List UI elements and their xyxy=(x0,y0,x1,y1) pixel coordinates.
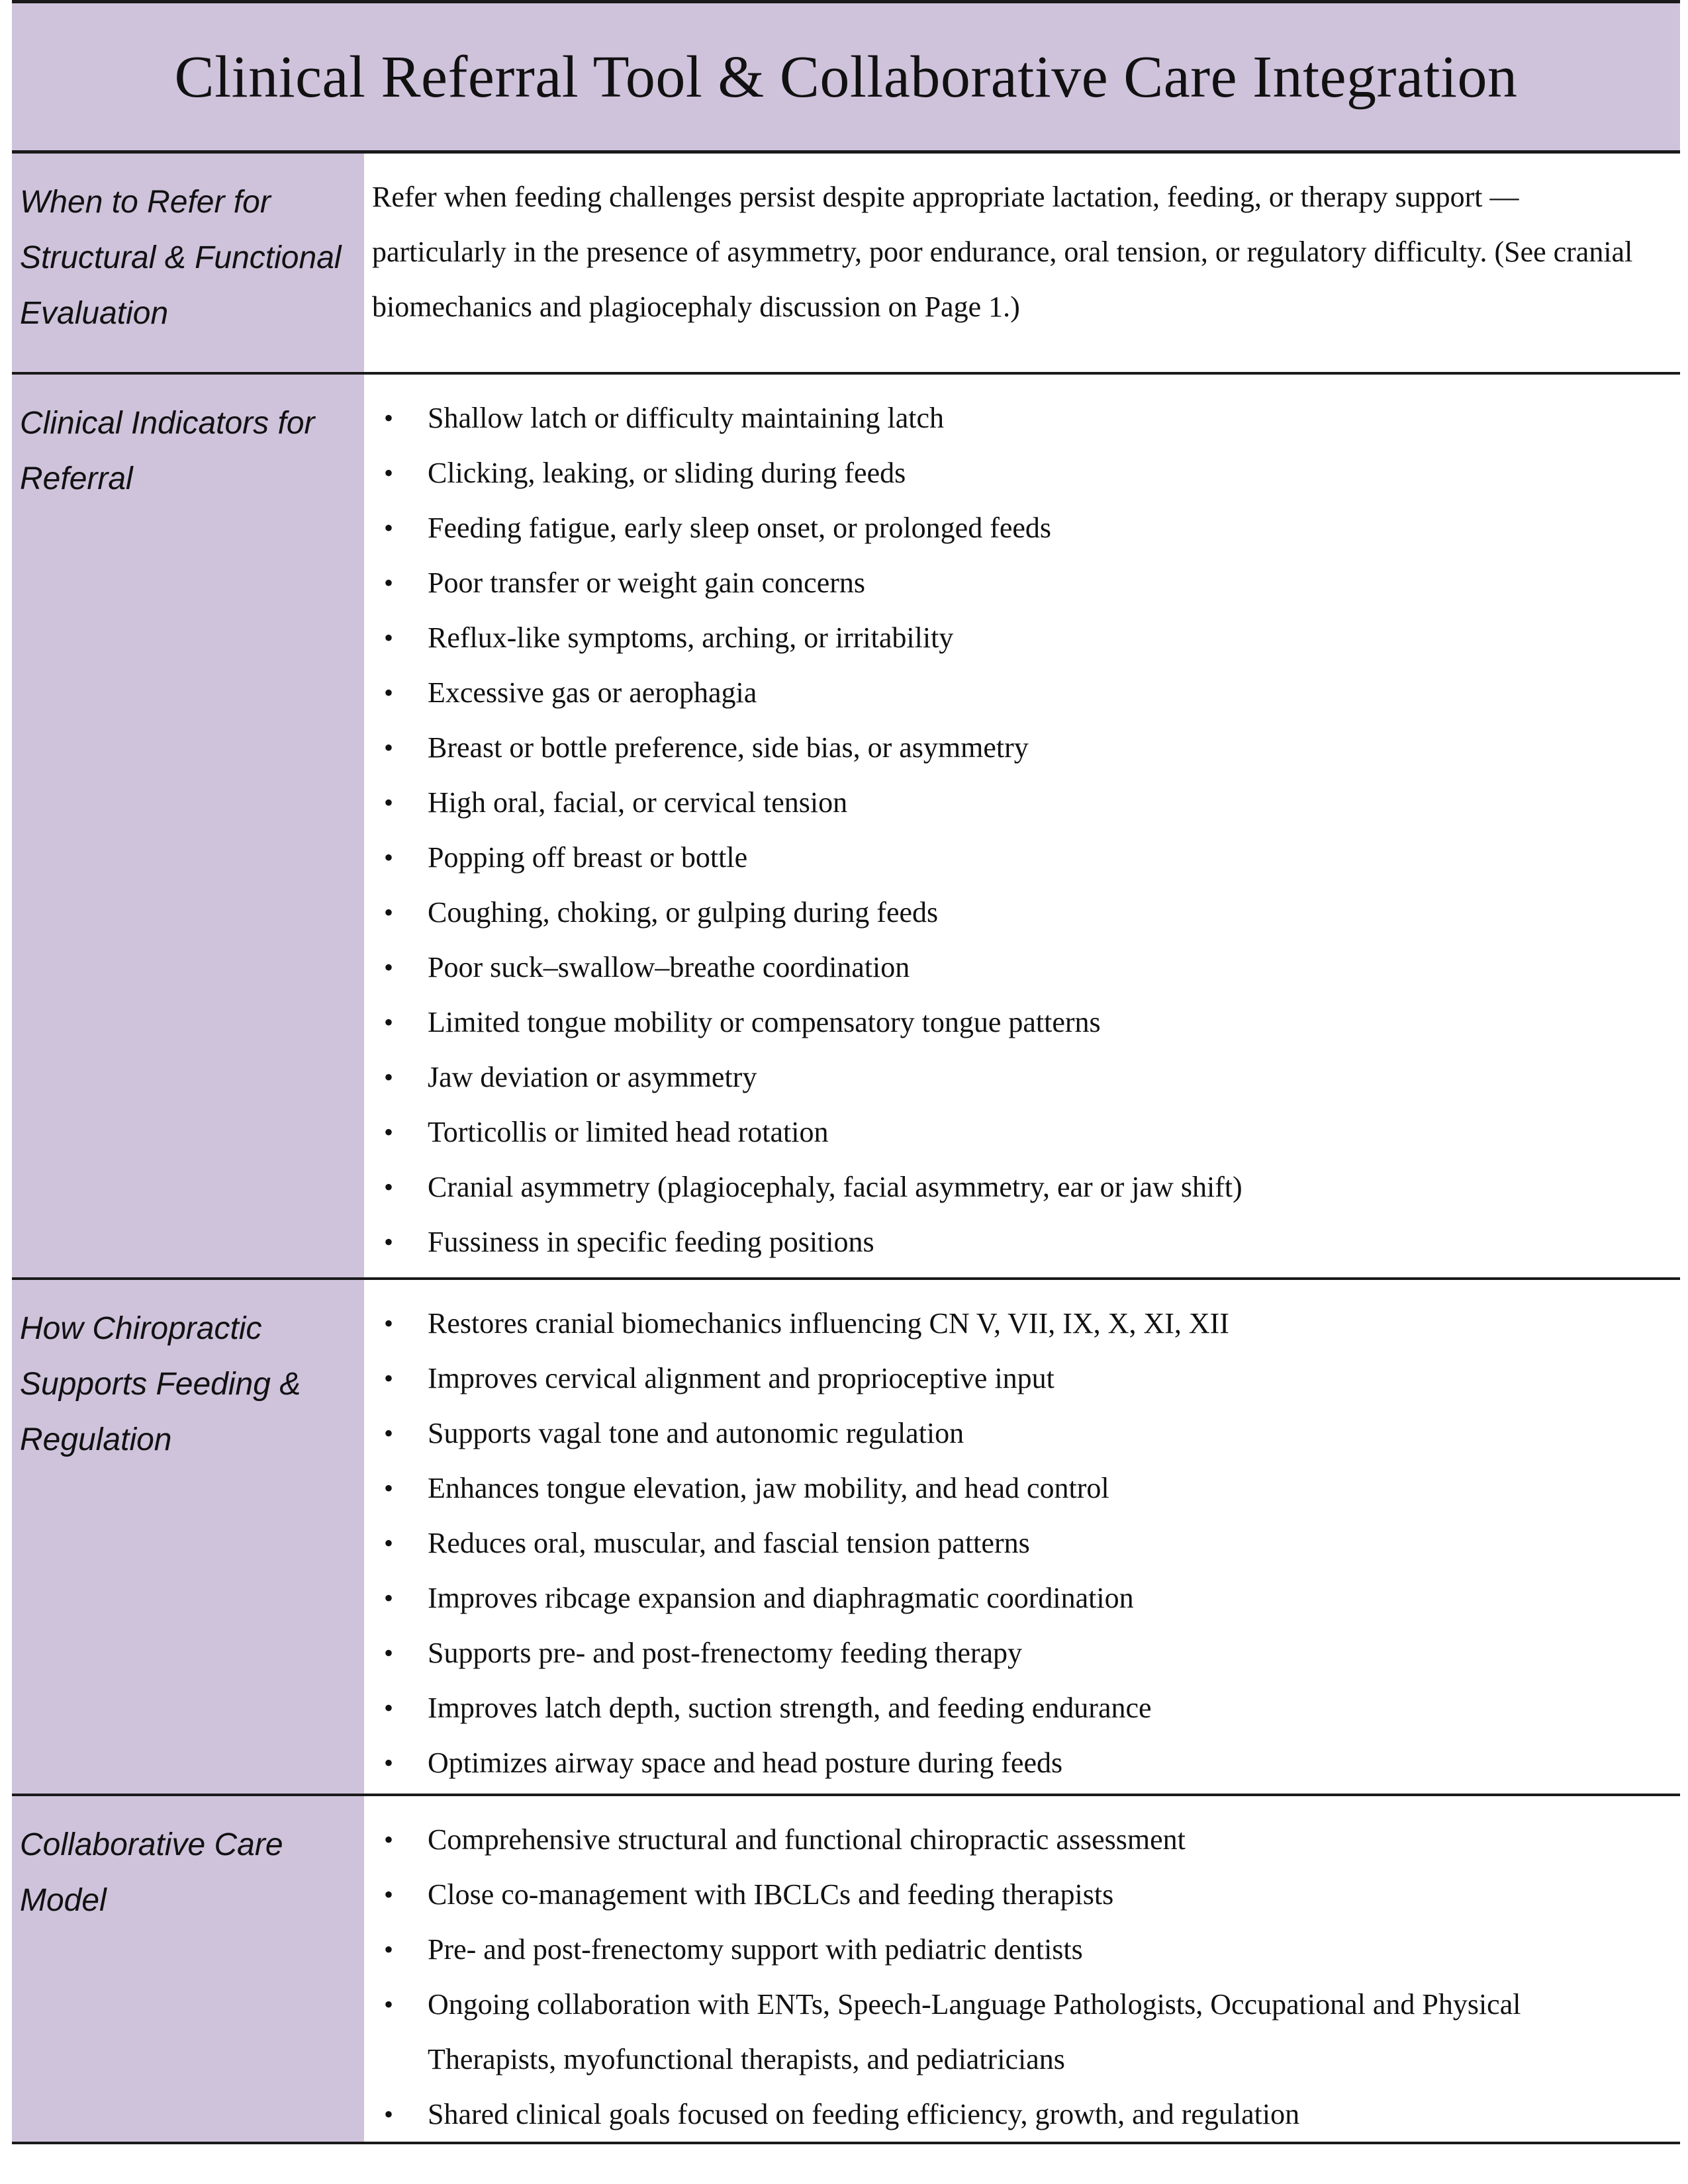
list-item-text: Popping off breast or bottle xyxy=(428,841,748,874)
list-item xyxy=(372,1461,1654,1516)
list-item xyxy=(372,1735,1654,1790)
bullet-icon: • xyxy=(384,458,394,488)
title-banner xyxy=(12,0,1680,154)
bullet-icon: • xyxy=(384,897,394,927)
list-item xyxy=(372,1406,1654,1461)
list-item-text: Ongoing collaboration with ENTs, Speech-Language Pathologists, Occupational and Physical Therapists, myofunctional therapists, and pediatricians xyxy=(428,1988,1521,2075)
list-item-text: Cranial asymmetry (plagiocephaly, facial asymmetry, ear or jaw shift) xyxy=(428,1171,1243,1203)
bullet-icon: • xyxy=(384,1418,394,1448)
list-item xyxy=(372,830,1654,885)
list-item-text: Poor transfer or weight gain concerns xyxy=(428,567,866,599)
when-to-refer-text: Refer when feeding challenges persist despite appropriate lactation, feeding, or therapy support — particularly in the presence of asymmetry, poor endurance, oral tension, or regulatory difficulty. (See cranial biomechanics and plagiocephaly discussion on Page 1.) xyxy=(372,181,1633,323)
list-item-text: Improves latch depth, suction strength, and feeding endurance xyxy=(428,1692,1152,1724)
list-item xyxy=(372,555,1654,610)
bullet-icon: • xyxy=(384,623,394,653)
list-item-text: Fussiness in specific feeding positions xyxy=(428,1226,874,1258)
list-item xyxy=(372,610,1654,665)
bullet-icon: • xyxy=(384,678,394,707)
list-item xyxy=(372,1977,1654,2087)
list-item xyxy=(372,1812,1654,1867)
bullet-icon: • xyxy=(384,1825,394,1854)
referral-tool-page xyxy=(12,0,1680,2144)
bullet-icon: • xyxy=(384,1172,394,1202)
list-item-text: Close co-management with IBCLCs and feeding therapists xyxy=(428,1878,1114,1911)
list-item xyxy=(372,1351,1654,1406)
list-item-text: Improves cervical alignment and proprioceptive input xyxy=(428,1362,1055,1394)
section-label: How Chiropractic Supports Feeding & Regulation xyxy=(12,1280,364,1794)
bullet-icon: • xyxy=(384,568,394,598)
list-item-text: Clicking, leaking, or sliding during feeds xyxy=(428,457,906,489)
bullet-icon: • xyxy=(384,1117,394,1147)
list-item xyxy=(372,665,1654,720)
bullet-icon: • xyxy=(384,842,394,872)
section-content xyxy=(364,1796,1680,2142)
list-item xyxy=(372,995,1654,1050)
bullet-icon: • xyxy=(384,1934,394,1964)
list-item-text: Shared clinical goals focused on feeding efficiency, growth, and regulation xyxy=(428,2098,1300,2130)
list-item-text: Poor suck–swallow–breathe coordination xyxy=(428,951,910,983)
list-item xyxy=(372,500,1654,555)
section-label: Collaborative Care Model xyxy=(12,1796,364,2142)
section-content xyxy=(364,1280,1680,1794)
list-item-text: Excessive gas or aerophagia xyxy=(428,676,757,709)
list-item xyxy=(372,390,1654,445)
list-item-text: Supports vagal tone and autonomic regulation xyxy=(428,1417,964,1449)
list-item xyxy=(372,1105,1654,1160)
bullet-icon: • xyxy=(384,1363,394,1393)
list-item xyxy=(372,1160,1654,1214)
list-item xyxy=(372,775,1654,830)
bullet-icon: • xyxy=(384,733,394,762)
list-item xyxy=(372,2087,1654,2142)
bullet-list xyxy=(372,1812,1654,2142)
list-item-text: High oral, facial, or cervical tension xyxy=(428,786,848,819)
bullet-icon: • xyxy=(384,1473,394,1503)
list-item xyxy=(372,720,1654,775)
list-item xyxy=(372,1625,1654,1680)
bullet-icon: • xyxy=(384,1989,394,2019)
bullet-icon: • xyxy=(384,1528,394,1558)
list-item-text: Optimizes airway space and head posture during feeds xyxy=(428,1747,1063,1779)
list-item-text: Limited tongue mobility or compensatory tongue patterns xyxy=(428,1006,1101,1038)
list-item-text: Comprehensive structural and functional chiropractic assessment xyxy=(428,1823,1186,1856)
list-item-text: Enhances tongue elevation, jaw mobility, and head control xyxy=(428,1472,1109,1504)
list-item-text: Torticollis or limited head rotation xyxy=(428,1116,829,1148)
list-item-text: Improves ribcage expansion and diaphragmatic coordination xyxy=(428,1582,1134,1614)
list-item-text: Breast or bottle preference, side bias, or asymmetry xyxy=(428,731,1029,764)
bullet-icon: • xyxy=(384,952,394,982)
bullet-icon: • xyxy=(384,1227,394,1257)
bullet-icon: • xyxy=(384,513,394,543)
list-item xyxy=(372,1867,1654,1922)
list-item-text: Coughing, choking, or gulping during feeds xyxy=(428,896,939,929)
section-content xyxy=(364,154,1680,372)
list-item xyxy=(372,1516,1654,1570)
list-item-text: Feeding fatigue, early sleep onset, or prolonged feeds xyxy=(428,512,1052,544)
section-label: When to Refer for Structural & Functional Evaluation xyxy=(12,154,364,372)
list-item xyxy=(372,1570,1654,1625)
page-title: Clinical Referral Tool & Collaborative Care Integration xyxy=(174,44,1518,110)
bullet-icon: • xyxy=(384,1583,394,1613)
section-when-to-refer xyxy=(12,154,1680,375)
bullet-list xyxy=(372,390,1654,1269)
bullet-icon: • xyxy=(384,1308,394,1338)
bullet-icon: • xyxy=(384,1638,394,1668)
section-clinical-indicators xyxy=(12,375,1680,1280)
list-item xyxy=(372,1296,1654,1351)
section-collaborative-care xyxy=(12,1796,1680,2144)
list-item-text: Supports pre- and post-frenectomy feeding therapy xyxy=(428,1637,1023,1669)
bullet-icon: • xyxy=(384,1748,394,1778)
bullet-icon: • xyxy=(384,403,394,433)
list-item xyxy=(372,940,1654,995)
section-how-chiropractic-supports xyxy=(12,1280,1680,1796)
bullet-icon: • xyxy=(384,1007,394,1037)
list-item-text: Shallow latch or difficulty maintaining latch xyxy=(428,402,945,434)
list-item-text: Pre- and post-frenectomy support with pediatric dentists xyxy=(428,1933,1083,1966)
list-item-text: Restores cranial biomechanics influencing CN V, VII, IX, X, XI, XII xyxy=(428,1307,1229,1340)
list-item-text: Jaw deviation or asymmetry xyxy=(428,1061,757,1093)
section-label: Clinical Indicators for Referral xyxy=(12,375,364,1277)
list-item-text: Reflux-like symptoms, arching, or irritability xyxy=(428,621,954,654)
bullet-icon: • xyxy=(384,788,394,817)
bullet-list xyxy=(372,1296,1654,1790)
list-item xyxy=(372,885,1654,940)
list-item xyxy=(372,1214,1654,1269)
list-item xyxy=(372,1050,1654,1105)
bullet-icon: • xyxy=(384,1880,394,1909)
bullet-icon: • xyxy=(384,1693,394,1723)
section-content xyxy=(364,375,1680,1277)
list-item xyxy=(372,445,1654,500)
list-item-text: Reduces oral, muscular, and fascial tension patterns xyxy=(428,1527,1030,1559)
bullet-icon: • xyxy=(384,2099,394,2129)
list-item xyxy=(372,1680,1654,1735)
list-item xyxy=(372,1922,1654,1977)
bullet-icon: • xyxy=(384,1062,394,1092)
